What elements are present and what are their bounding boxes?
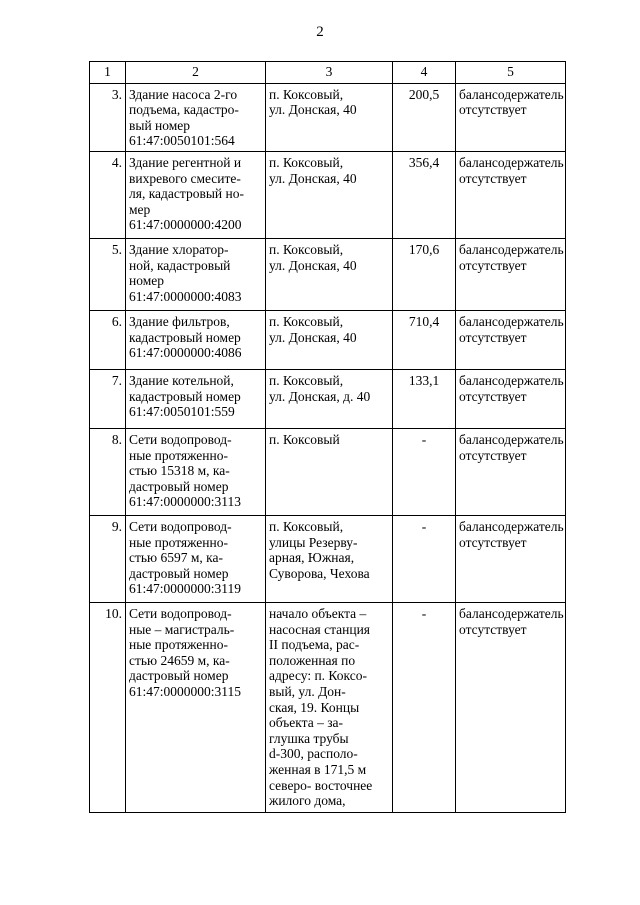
page-number: 2 <box>316 24 324 40</box>
header-row <box>90 62 566 84</box>
object-area: 170,6 <box>393 238 456 310</box>
table-row <box>90 602 566 812</box>
object-area: 356,4 <box>393 151 456 238</box>
row-number: 6. <box>90 310 126 369</box>
object-address: начало объекта – насосная станция II подъема, рас- положенная по адресу: п. Коксо- вый, ул. Дон- ская, 19. Концы объекта – за- глушка трубы d-300, располо- женная в 171,5 м северо- восточнее жилого дома, <box>266 602 393 812</box>
row-number: 5. <box>90 238 126 310</box>
object-address: п. Коксовый, ул. Донская, д. 40 <box>266 369 393 428</box>
object-address: п. Коксовый, ул. Донская, 40 <box>266 151 393 238</box>
object-address: п. Коксовый, улицы Резерву- арная, Южная, Суворова, Чехова <box>266 515 393 602</box>
object-address: п. Коксовый <box>266 428 393 515</box>
balance-holder: балансодержатель отсутствует <box>456 151 566 238</box>
header-col-5: 5 <box>456 62 566 84</box>
object-address: п. Коксовый, ул. Донская, 40 <box>266 238 393 310</box>
row-number: 3. <box>90 83 126 151</box>
row-number: 4. <box>90 151 126 238</box>
header-col-2: 2 <box>126 62 266 84</box>
table-row <box>90 369 566 428</box>
row-number: 8. <box>90 428 126 515</box>
row-number: 7. <box>90 369 126 428</box>
table-row <box>90 428 566 515</box>
table-row <box>90 515 566 602</box>
object-name: Здание котельной, кадастровый номер 61:47:0050101:559 <box>126 369 266 428</box>
object-name: Здание регентной и вихревого смесите- ля, кадастровый но- мер 61:47:0000000:4200 <box>126 151 266 238</box>
object-area: 133,1 <box>393 369 456 428</box>
object-name: Сети водопровод- ные протяженно- стью 15318 м, ка- дастровый номер 61:47:0000000:3113 <box>126 428 266 515</box>
object-name: Сети водопровод- ные – магистраль- ные протяженно- стью 24659 м, ка- дастровый номер 61:47:0000000:3115 <box>126 602 266 812</box>
balance-holder: балансодержатель отсутствует <box>456 83 566 151</box>
header-col-4: 4 <box>393 62 456 84</box>
balance-holder: балансодержатель отсутствует <box>456 515 566 602</box>
object-address: п. Коксовый, ул. Донская, 40 <box>266 310 393 369</box>
object-name: Здание насоса 2-го подъема, кадастро- вый номер 61:47:0050101:564 <box>126 83 266 151</box>
balance-holder: балансодержатель отсутствует <box>456 428 566 515</box>
header-col-3: 3 <box>266 62 393 84</box>
object-area: - <box>393 428 456 515</box>
object-name: Сети водопровод- ные протяженно- стью 6597 м, ка- дастровый номер 61:47:0000000:3119 <box>126 515 266 602</box>
object-area: 710,4 <box>393 310 456 369</box>
row-number: 9. <box>90 515 126 602</box>
header-col-1: 1 <box>90 62 126 84</box>
table-row <box>90 238 566 310</box>
table-row <box>90 83 566 151</box>
balance-holder: балансодержатель отсутствует <box>456 310 566 369</box>
object-area: - <box>393 515 456 602</box>
table-row <box>90 151 566 238</box>
balance-holder: балансодержатель отсутствует <box>456 238 566 310</box>
object-address: п. Коксовый, ул. Донская, 40 <box>266 83 393 151</box>
balance-holder: балансодержатель отсутствует <box>456 369 566 428</box>
table-row <box>90 310 566 369</box>
balance-holder: балансодержатель отсутствует <box>456 602 566 812</box>
row-number: 10. <box>90 602 126 812</box>
object-name: Здание фильтров, кадастровый номер 61:47:0000000:4086 <box>126 310 266 369</box>
object-name: Здание хлоратор- ной, кадастровый номер 61:47:0000000:4083 <box>126 238 266 310</box>
property-table <box>89 61 566 813</box>
object-area: 200,5 <box>393 83 456 151</box>
object-area: - <box>393 602 456 812</box>
